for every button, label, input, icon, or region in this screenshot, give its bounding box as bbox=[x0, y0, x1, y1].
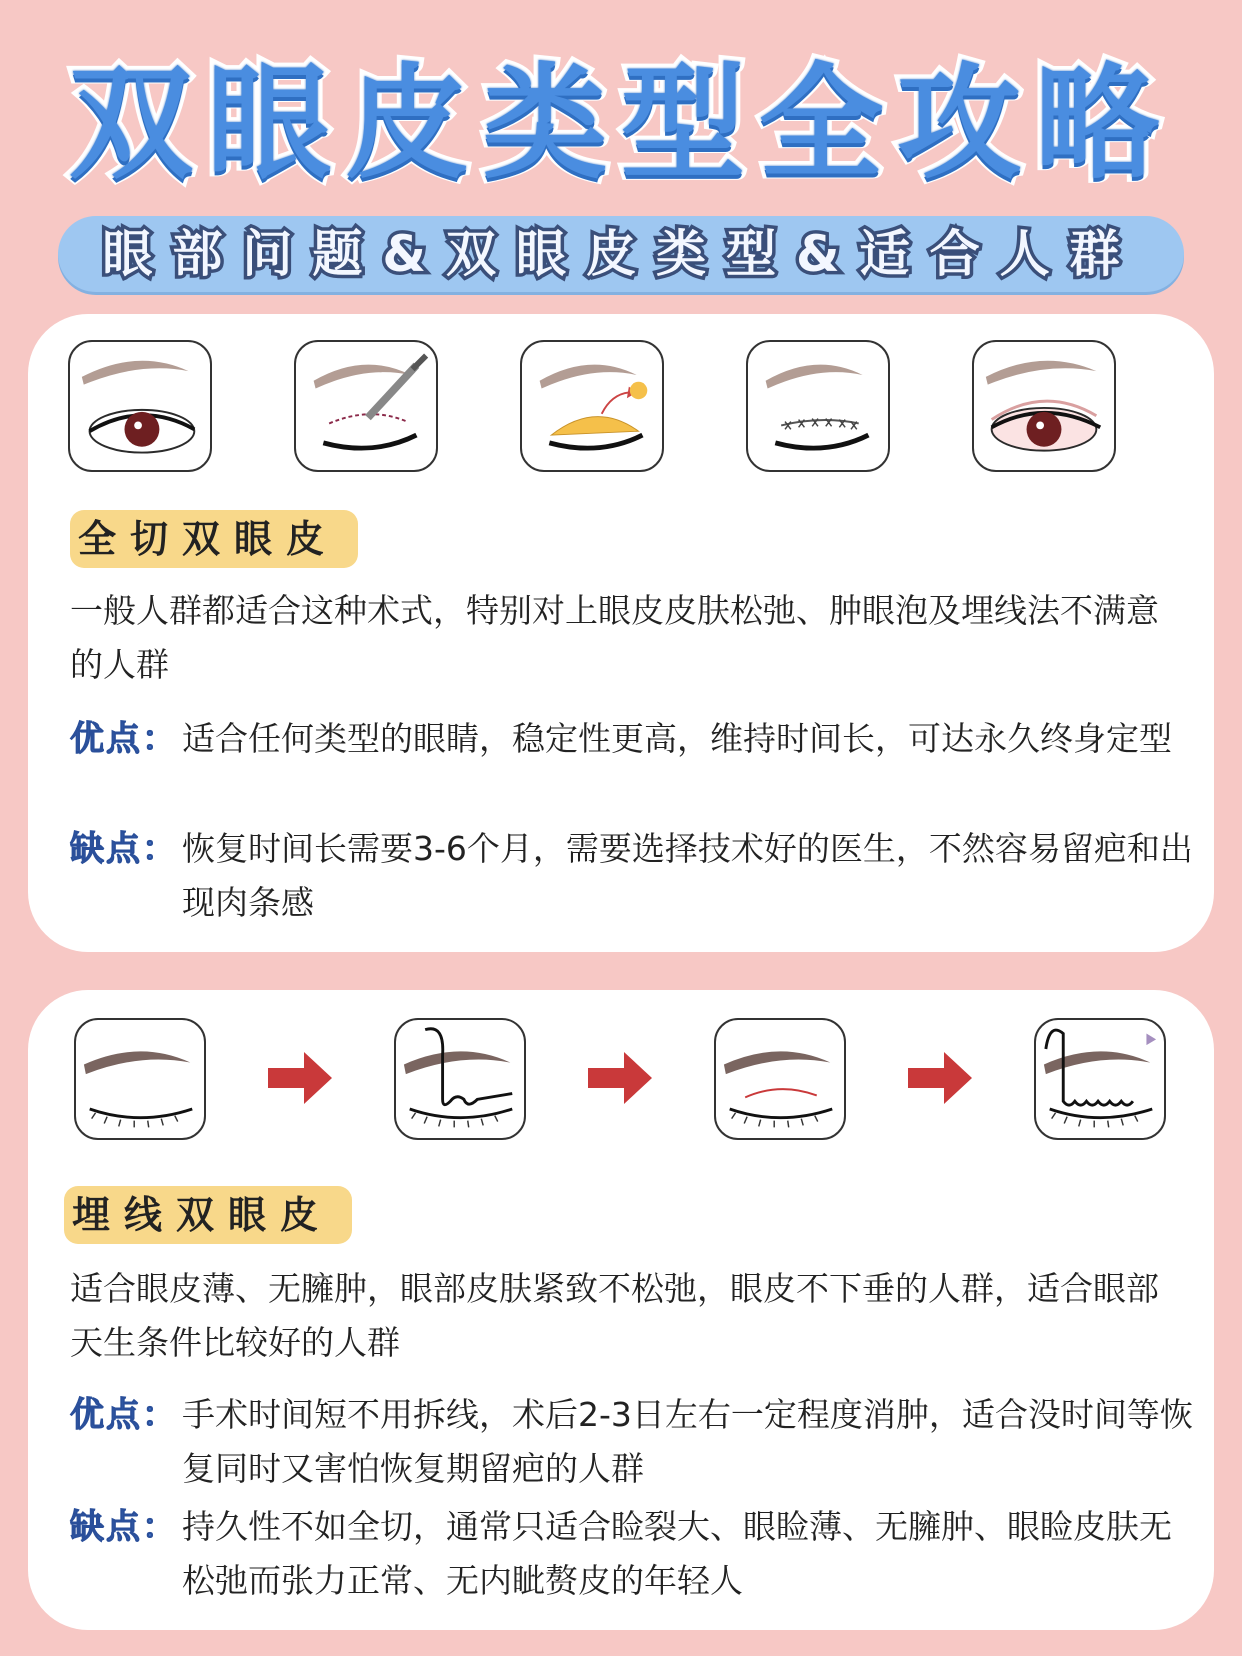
pros-label: 优点： bbox=[70, 719, 178, 759]
cons-text: 持久性不如全切，通常只适合睑裂大、眼睑薄、无臃肿、眼睑皮肤无松弛而张力正常、无内眦赘皮的年轻人 bbox=[182, 1507, 1172, 1600]
pros-row bbox=[70, 712, 1200, 766]
pros-label: 优点： bbox=[70, 1395, 178, 1435]
eye-fat-removal-icon bbox=[520, 340, 664, 472]
page-title: 双眼皮类型全攻略 bbox=[68, 52, 1173, 196]
section-tag bbox=[70, 510, 358, 568]
eye-marked-icon bbox=[68, 340, 212, 472]
section-tag-text: 埋线双眼皮 bbox=[72, 1193, 333, 1237]
eye-stitched-icon bbox=[746, 340, 890, 472]
arrow-right-icon bbox=[908, 1052, 972, 1104]
section-tag-text: 全切双眼皮 bbox=[78, 517, 339, 561]
section-card-suture bbox=[28, 990, 1214, 1630]
eye-needle-icon bbox=[394, 1018, 526, 1140]
section-card-full-incision bbox=[28, 314, 1214, 952]
pros-row bbox=[70, 1388, 1200, 1496]
cons-row bbox=[70, 1500, 1200, 1608]
pros-text: 手术时间短不用拆线，术后2-3日左右一定程度消肿，适合没时间等恢复同时又害怕恢复期留疤的人群 bbox=[182, 1395, 1193, 1488]
cons-text: 恢复时间长需要3-6个月，需要选择技术好的医生，不然容易留疤和出现肉条感 bbox=[182, 829, 1193, 922]
subtitle-banner bbox=[58, 216, 1184, 292]
cons-label: 缺点： bbox=[70, 1507, 178, 1547]
eye-closed-icon bbox=[74, 1018, 206, 1140]
arrow-right-icon bbox=[588, 1052, 652, 1104]
section-tag bbox=[64, 1186, 352, 1244]
eye-result-icon bbox=[972, 340, 1116, 472]
arrow-right-icon bbox=[268, 1052, 332, 1104]
eye-crease-line-icon bbox=[714, 1018, 846, 1140]
eye-scalpel-icon bbox=[294, 340, 438, 472]
cons-label: 缺点： bbox=[70, 829, 178, 869]
section-description: 一般人群都适合这种术式，特别对上眼皮皮肤松弛、肿眼泡及埋线法不满意的人群 bbox=[70, 591, 1159, 684]
cons-row bbox=[70, 822, 1200, 930]
subtitle-text: 眼部问题&双眼皮类型&适合人群 bbox=[102, 225, 1140, 283]
pros-text: 适合任何类型的眼睛，稳定性更高，维持时间长，可达永久终身定型 bbox=[182, 719, 1172, 758]
eye-suture-loops-icon bbox=[1034, 1018, 1166, 1140]
section-description: 适合眼皮薄、无臃肿，眼部皮肤紧致不松弛，眼皮不下垂的人群，适合眼部天生条件比较好的人群 bbox=[70, 1269, 1159, 1362]
